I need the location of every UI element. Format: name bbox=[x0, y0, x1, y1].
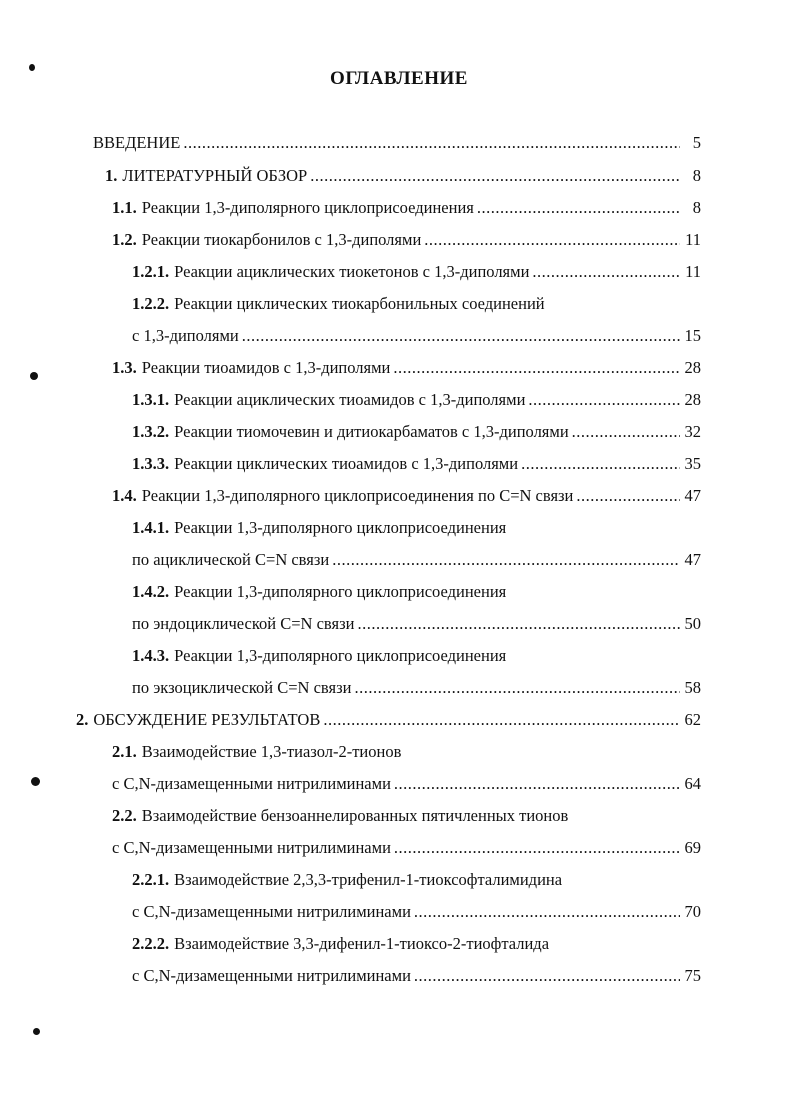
toc-page-number: 75 bbox=[684, 966, 701, 985]
toc-page-number: 28 bbox=[684, 390, 701, 409]
toc-section-number: 2.2.1. bbox=[132, 870, 170, 889]
toc-page-number: 15 bbox=[684, 326, 701, 345]
scan-speck bbox=[33, 1028, 40, 1035]
toc-entry-title: Реакции 1,3-диполярного циклоприсоединения bbox=[174, 518, 507, 537]
toc-entry-title-continued: по экзоциклической C=N связи bbox=[132, 678, 352, 697]
toc-entry-1-4 bbox=[112, 486, 701, 506]
toc-page-number: 50 bbox=[684, 614, 701, 633]
toc-section-number: 1.2.2. bbox=[132, 294, 170, 313]
toc-entry-1-2-2 bbox=[132, 326, 701, 346]
toc-entry-2-2-2 bbox=[132, 966, 701, 986]
toc-entry-1-1 bbox=[112, 198, 701, 218]
dot-leader bbox=[183, 133, 680, 153]
dot-leader bbox=[394, 838, 680, 858]
dot-leader bbox=[414, 966, 680, 986]
toc-entry-title: Реакции тиоамидов с 1,3-диполями bbox=[141, 358, 391, 377]
toc-page-number: 32 bbox=[684, 422, 701, 441]
toc-page-number: 11 bbox=[685, 262, 701, 281]
toc-section-number: 1.3. bbox=[112, 358, 137, 377]
toc-entry-1-2-2-line1 bbox=[132, 294, 545, 314]
toc-section-number: 2.1. bbox=[112, 742, 137, 761]
dot-leader bbox=[332, 550, 680, 570]
toc-entry-1-3-1 bbox=[132, 390, 701, 410]
toc-section-number: 1.4.1. bbox=[132, 518, 170, 537]
toc-entry-title: Взаимодействие бензоаннелированных пятичленных тионов bbox=[141, 806, 569, 825]
toc-entry-1-4-1-line1 bbox=[132, 518, 506, 538]
toc-page-number: 8 bbox=[692, 198, 701, 217]
toc-entry-1-2-1 bbox=[132, 262, 701, 282]
toc-page-number: 5 bbox=[692, 133, 701, 152]
toc-section-number: 1.4. bbox=[112, 486, 137, 505]
dot-leader bbox=[393, 358, 680, 378]
toc-entry-1-4-3 bbox=[132, 678, 701, 698]
toc-page-number: 35 bbox=[684, 454, 701, 473]
toc-entry-title-continued: по эндоциклической C=N связи bbox=[132, 614, 355, 633]
toc-entry-title-continued: по ациклической C=N связи bbox=[132, 550, 330, 569]
toc-entry-2-2-2-line1 bbox=[132, 934, 549, 954]
scan-speck bbox=[30, 372, 38, 380]
toc-entry-title: Реакции 1,3-диполярного циклоприсоединения bbox=[141, 198, 474, 217]
toc-entry-1-4-1 bbox=[132, 550, 701, 570]
toc-entry-2-1 bbox=[112, 774, 701, 794]
toc-section-number: 2. bbox=[76, 710, 89, 729]
toc-entry-title: Реакции циклических тиоамидов с 1,3-диполями bbox=[174, 454, 519, 473]
toc-entry-title: Реакции циклических тиокарбонильных соединений bbox=[174, 294, 545, 313]
toc-entry-title: Реакции ациклических тиокетонов с 1,3-диполями bbox=[174, 262, 530, 281]
toc-section-number: 1.3.2. bbox=[132, 422, 170, 441]
toc-entry-title: Реакции 1,3-диполярного циклоприсоединения по C=N связи bbox=[141, 486, 574, 505]
dot-leader bbox=[576, 486, 680, 506]
toc-entry-1-4-3-line1 bbox=[132, 646, 506, 666]
toc-page-number: 8 bbox=[692, 166, 701, 185]
dot-leader bbox=[477, 198, 680, 218]
scan-speck bbox=[29, 64, 35, 71]
toc-section-number: 1.3.1. bbox=[132, 390, 170, 409]
toc-entry-title: ЛИТЕРАТУРНЫЙ ОБЗОР bbox=[122, 166, 308, 185]
toc-page-number: 70 bbox=[684, 902, 701, 921]
dot-leader bbox=[572, 422, 680, 442]
toc-entry-1-2 bbox=[112, 230, 701, 250]
toc-page-number: 69 bbox=[684, 838, 701, 857]
dot-leader bbox=[424, 230, 680, 250]
toc-entry-title: Реакции тиокарбонилов с 1,3-диполями bbox=[141, 230, 422, 249]
toc-entry-title: ВВЕДЕНИЕ bbox=[93, 133, 181, 152]
toc-entry-1-4-2-line1 bbox=[132, 582, 506, 602]
toc-entry-2-2-1-line1 bbox=[132, 870, 562, 890]
toc-entry-title: ОБСУЖДЕНИЕ РЕЗУЛЬТАТОВ bbox=[93, 710, 321, 729]
toc-entry-title-continued: с C,N-дизамещенными нитрилиминами bbox=[132, 902, 411, 921]
toc-section-number: 2.2.2. bbox=[132, 934, 170, 953]
toc-section-number: 1.4.3. bbox=[132, 646, 170, 665]
toc-entry-title: Взаимодействие 3,3-дифенил-1-тиоксо-2-тиофталида bbox=[174, 934, 550, 953]
toc-entry-title-continued: с C,N-дизамещенными нитрилиминами bbox=[112, 774, 391, 793]
toc-section-number: 2.2. bbox=[112, 806, 137, 825]
toc-entry-title-continued: с C,N-дизамещенными нитрилиминами bbox=[112, 838, 391, 857]
toc-entry-2-1-line1 bbox=[112, 742, 401, 762]
toc-section-number: 1.1. bbox=[112, 198, 137, 217]
toc-page-number: 58 bbox=[684, 678, 701, 697]
toc-section-number: 1.2.1. bbox=[132, 262, 170, 281]
toc-entry-1-3-3 bbox=[132, 454, 701, 474]
toc-page-number: 64 bbox=[684, 774, 701, 793]
dot-leader bbox=[414, 902, 680, 922]
toc-entry-1-3-2 bbox=[132, 422, 701, 442]
dot-leader bbox=[310, 166, 680, 186]
page-title: ОГЛАВЛЕНИЕ bbox=[330, 68, 468, 89]
toc-entry-title-continued: с C,N-дизамещенными нитрилиминами bbox=[132, 966, 411, 985]
toc-section-number: 1.3.3. bbox=[132, 454, 170, 473]
toc-entry-2-2 bbox=[112, 838, 701, 858]
toc-section-number: 1.4.2. bbox=[132, 582, 170, 601]
toc-page-number: 47 bbox=[684, 486, 701, 505]
dot-leader bbox=[394, 774, 680, 794]
toc-page-number: 62 bbox=[684, 710, 701, 729]
toc-entry-introduction bbox=[93, 133, 701, 153]
toc-entry-1 bbox=[105, 166, 701, 186]
toc-page-number: 11 bbox=[685, 230, 701, 249]
toc-entry-2-2-line1 bbox=[112, 806, 568, 826]
toc-entry-2-2-1 bbox=[132, 902, 701, 922]
dot-leader bbox=[528, 390, 680, 410]
toc-page-number: 47 bbox=[684, 550, 701, 569]
toc-entry-1-3 bbox=[112, 358, 701, 378]
toc-section-number: 1.2. bbox=[112, 230, 137, 249]
toc-entry-title: Реакции 1,3-диполярного циклоприсоединения bbox=[174, 582, 507, 601]
toc-entry-title: Взаимодействие 1,3-тиазол-2-тионов bbox=[141, 742, 402, 761]
dot-leader bbox=[323, 710, 680, 730]
dot-leader bbox=[532, 262, 680, 282]
toc-section-number: 1. bbox=[105, 166, 118, 185]
dot-leader bbox=[521, 454, 680, 474]
dot-leader bbox=[242, 326, 680, 346]
toc-page-number: 28 bbox=[684, 358, 701, 377]
toc-entry-2 bbox=[76, 710, 701, 730]
toc-entry-title: Реакции тиомочевин и дитиокарбаматов с 1,3-диполями bbox=[174, 422, 569, 441]
dot-leader bbox=[357, 614, 680, 634]
scan-speck bbox=[31, 777, 40, 786]
toc-entry-title: Реакции 1,3-диполярного циклоприсоединения bbox=[174, 646, 507, 665]
toc-entry-title: Реакции ациклических тиоамидов с 1,3-диполями bbox=[174, 390, 526, 409]
toc-entry-title-continued: с 1,3-диполями bbox=[132, 326, 239, 345]
toc-entry-1-4-2 bbox=[132, 614, 701, 634]
dot-leader bbox=[354, 678, 680, 698]
toc-entry-title: Взаимодействие 2,3,3-трифенил-1-тиоксофталимидина bbox=[174, 870, 563, 889]
